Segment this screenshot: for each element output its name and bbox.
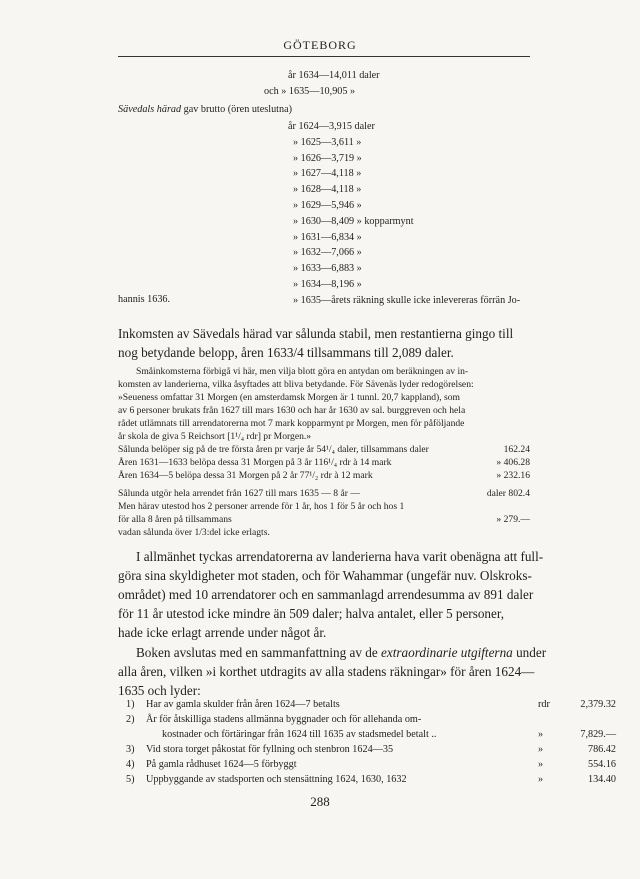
year-row: » 1634—8,196 » — [293, 279, 362, 290]
para3-line-2: alla åren, vilken »i korthet utdragits av alla stadens räkningar» för åren 1624— — [118, 664, 535, 679]
para3-start: Boken avslutas med en sammanfattning av de — [136, 645, 382, 660]
small1-line-1: Småinkomsterna förbigå vi här, men vilja blott göra en antydan om beräkningen av in- — [136, 366, 469, 377]
para2-line-4: för 11 år utestod icke mindre än 509 daler; halva antalet, eller 5 personer, — [118, 606, 505, 621]
item-value: 134.40 — [587, 774, 616, 785]
calc-value: daler 802.4 — [486, 488, 530, 499]
year-row: » 1635—årets räkning skulle icke inlevereras förrän Jo- — [293, 294, 521, 306]
item-number: 5) — [126, 774, 135, 785]
intro-line-1: år 1634—14,011 daler — [288, 70, 380, 81]
para2-line-1: I allmänhet tyckas arrendatorerna av landerierna hava varit obenägna att full- — [136, 549, 544, 564]
calc-line: vadan sålunda över 1/3:del icke erlagts. — [118, 527, 270, 538]
para3-line-1 — [136, 643, 546, 662]
year-row: » 1627—4,118 » — [293, 168, 362, 180]
item-text: kostnader och förtäringar från 1624 till 1635 av stadsmedel betalt .. — [162, 729, 437, 740]
para1-line-2: nog betydande belopp, åren 1633/4 tillsammans till 2,089 daler. — [118, 345, 454, 360]
item-unit: rdr — [538, 699, 550, 710]
item-unit: » — [538, 774, 544, 785]
calc-line: Åren 1634—5 belöpa dessa 31 Morgen på 2 år 77¹/₂ rdr à 12 mark — [118, 470, 373, 481]
para1-line-1: Inkomsten av Sävedals härad var sålunda stabil, men restantierna gingo till — [118, 326, 514, 341]
year-row: » 1625—3,611 » — [293, 136, 362, 148]
calc-value: » 406.28 — [496, 457, 530, 468]
year-row: år 1624—3,915 daler — [288, 121, 375, 132]
year-row: » 1626—3,719 » — [293, 152, 362, 164]
item-value: 786.42 — [587, 744, 616, 755]
para2-line-5: hade icke erlagt arrende under något år. — [118, 625, 327, 640]
item-unit: » — [538, 759, 544, 770]
running-header: GÖTEBORG — [283, 38, 357, 52]
calc-line: Men härav utestod hos 2 personer arrende för 1 år, hos 1 för 5 år och hos 1 — [118, 501, 405, 512]
calc-value: » 279.— — [496, 514, 530, 525]
hannis-line: hannis 1636. — [118, 294, 171, 305]
calc-value: » 232.16 — [496, 470, 530, 481]
small1-line-6: år skola de giva 5 Reichsort [1¹/₄ rdr] pr Morgen.» — [118, 431, 312, 442]
item-value: 554.16 — [587, 759, 616, 770]
calc-value: 162.24 — [503, 444, 530, 455]
header-rule — [118, 56, 530, 57]
para2-line-2: göra sina skyldigheter mot staden, och för Wahammar (ungefär nuv. Olskroks- — [118, 568, 532, 583]
item-text: Uppbyggande av stadsporten och stensättning 1624, 1630, 1632 — [146, 774, 407, 785]
year-row: » 1633—6,883 » — [293, 263, 362, 275]
item-number: 1) — [126, 699, 135, 710]
small1-line-5: rådet utlämnats till arrendatorerna mot 7 mark kopparmynt pr Morgen, men för påföljande — [118, 418, 465, 429]
small1-line-3: »Seueness omfattar 31 Morgen (en amsterdamsk Morgen är 1 tunnl. 20,7 kappland), som — [118, 392, 461, 403]
calc-line: Åren 1631—1633 belöpa dessa 31 Morgen på 3 år 116¹/₄ rdr à 14 mark — [118, 457, 392, 468]
year-row: » 1631—6,834 » — [293, 231, 362, 243]
calc-line: Sålunda utgör hela arrendet från 1627 till mars 1635 — 8 år — — [118, 488, 360, 499]
calc-line: för alla 8 åren på tillsammans — [118, 514, 232, 525]
para3-end: under — [512, 645, 547, 660]
item-unit: » — [538, 729, 544, 740]
para3-line-3: 1635 och lyder: — [118, 683, 201, 698]
item-number: 4) — [126, 759, 135, 770]
item-value: 2,379.32 — [580, 699, 616, 710]
year-row: » 1630—8,409 » kopparmynt — [293, 215, 414, 227]
para2-line-3: området) med 10 arrendatorer och en sammanlagd arrendesumma av 891 daler — [118, 587, 534, 602]
year-row: » 1629—5,946 » — [293, 200, 362, 211]
savedal-label: Sävedals härad — [118, 104, 182, 115]
item-unit: » — [538, 744, 544, 755]
item-text: Har av gamla skulder från åren 1624—7 betalts — [146, 699, 340, 710]
item-text: På gamla rådhuset 1624—5 förbyggt — [146, 759, 297, 770]
year-row: » 1628—4,118 » — [293, 184, 362, 196]
intro-line-2: och » 1635—10,905 » — [264, 86, 356, 97]
small1-line-4: av 6 personer brukats från 1627 till mars 1630 och har år 1630 av sal. burggreven och hela — [118, 405, 466, 416]
savedal-line — [118, 102, 292, 118]
item-text: Vid stora torget påkostat för fyllning och stenbron 1624—35 — [146, 744, 394, 755]
page-number: 288 — [310, 794, 330, 809]
para3-italic: extraordinarie utgifterna — [381, 645, 513, 660]
savedal-rest: gav brutto (ören uteslutna) — [181, 104, 293, 115]
item-number: 3) — [126, 744, 135, 755]
small1-line-2: komsten av landerierna, vilka åsyftades att bliva betydande. För Sävenäs lyder redogörelsen: — [118, 379, 474, 390]
item-number: 2) — [126, 714, 135, 725]
item-value: 7,829.— — [580, 729, 616, 740]
calc-line: Sålunda belöper sig på de tre första åren pr varje år 54¹/₄ daler, tillsammans daler — [118, 444, 429, 455]
item-text: År för åtskilliga stadens allmänna byggnader och för allehanda om- — [146, 714, 422, 725]
year-row: » 1632—7,066 » — [293, 247, 362, 259]
